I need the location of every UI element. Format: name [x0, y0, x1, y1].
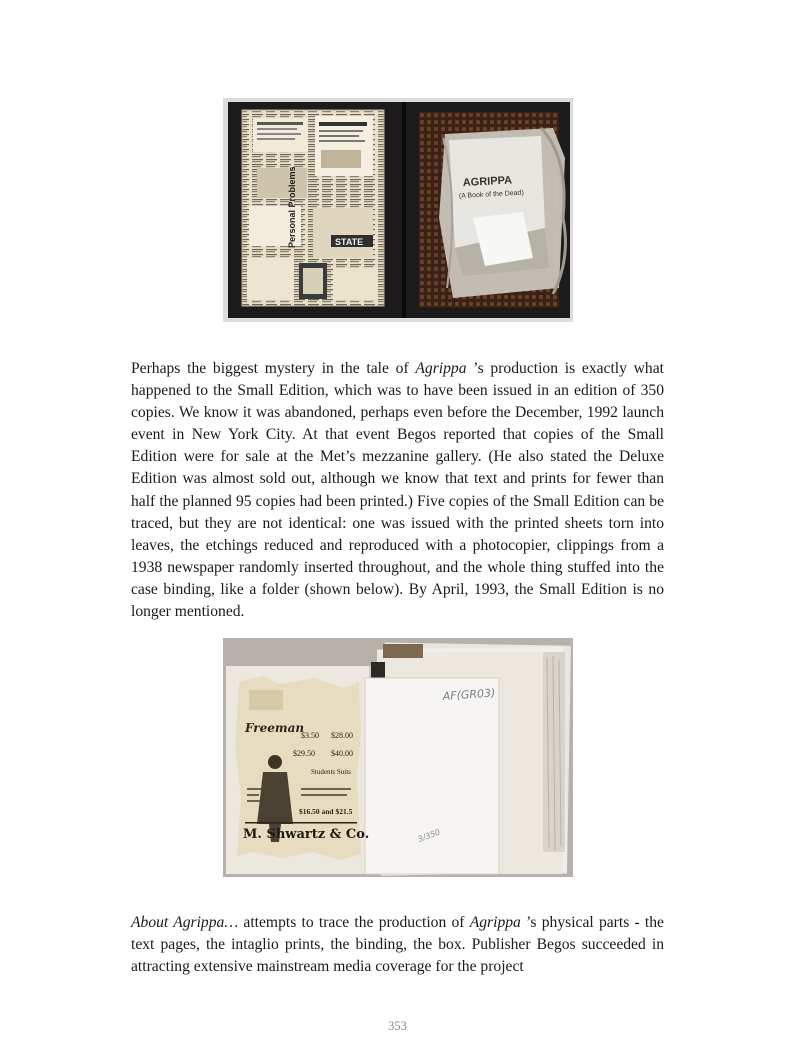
body-paragraph-2	[131, 912, 664, 978]
clipping-stamp: STATE	[335, 237, 364, 247]
body-paragraph-1	[131, 358, 664, 623]
ad-price-3: $28.00	[331, 731, 353, 740]
cloth-label-title: AGRIPPA	[462, 174, 513, 189]
ad-price-4: $40.00	[331, 749, 353, 758]
ad-price-2: $29.50	[293, 749, 315, 758]
para-2-text-b: ’s physical parts - the text pages, the intaglio prints, the binding, the box. Publisher Begos succeeded in attracting extensive mainstream media coverage for the project	[131, 914, 664, 976]
pencil-edition-number: 3/350	[416, 827, 442, 844]
photo-top-illustration	[223, 98, 573, 322]
photo-open-box-with-cloth-book	[223, 98, 573, 322]
para-1-text-b: ’s production is exactly what happened to the Small Edition, which was to have been issued in an edition of 350 copies. We know it was abandoned, perhaps even before the December, 1992 launch event in New York City. At that event Begos reported that copies of the Small Edition were for sale at the Met’s mezzanine gallery. (He also stated the Deluxe Edition was almost sold out, although we know that text and prints for fewer than half the planned 95 copies had been printed.) Five copies of the Small Edition can be traced, but they are not identical: one was issued with the printed sheets torn into leaves, the etchings reduced and reproduced with a photocopier, clippings from a 1938 newspaper randomly inserted throughout, and the whole thing stuffed into the case binding, like a folder (shown below). By April, 1993, the Small Edition is no longer mentioned.	[131, 360, 664, 621]
para-2-title-agrippa: Agrippa	[469, 914, 521, 931]
ad-price-1: $3.50	[301, 731, 319, 740]
ad-students-suits: Students Suits	[311, 768, 351, 776]
clipping-headline: Personal Problems	[287, 166, 297, 248]
photo-small-edition-folder	[223, 638, 573, 877]
ad-brand-name: Freeman	[245, 721, 305, 735]
para-2-text-a: attempts to trace the production of	[238, 914, 470, 931]
ad-prices-line: $16.50 and $21.5	[299, 807, 353, 816]
handwritten-catalog-note: AF(GR03)	[442, 686, 496, 703]
para-1-text-a: Perhaps the biggest mystery in the tale of	[131, 360, 416, 377]
para-1-title-agrippa: Agrippa	[415, 360, 467, 377]
page-number: 353	[388, 1019, 407, 1033]
cloth-label-subtitle: (A Book of the Dead)	[458, 189, 524, 200]
photo-bottom-illustration	[223, 638, 573, 877]
para-2-title-about-agrippa: About Agrippa…	[131, 914, 239, 931]
ad-store-name: M. Shwartz & Co.	[243, 827, 370, 842]
